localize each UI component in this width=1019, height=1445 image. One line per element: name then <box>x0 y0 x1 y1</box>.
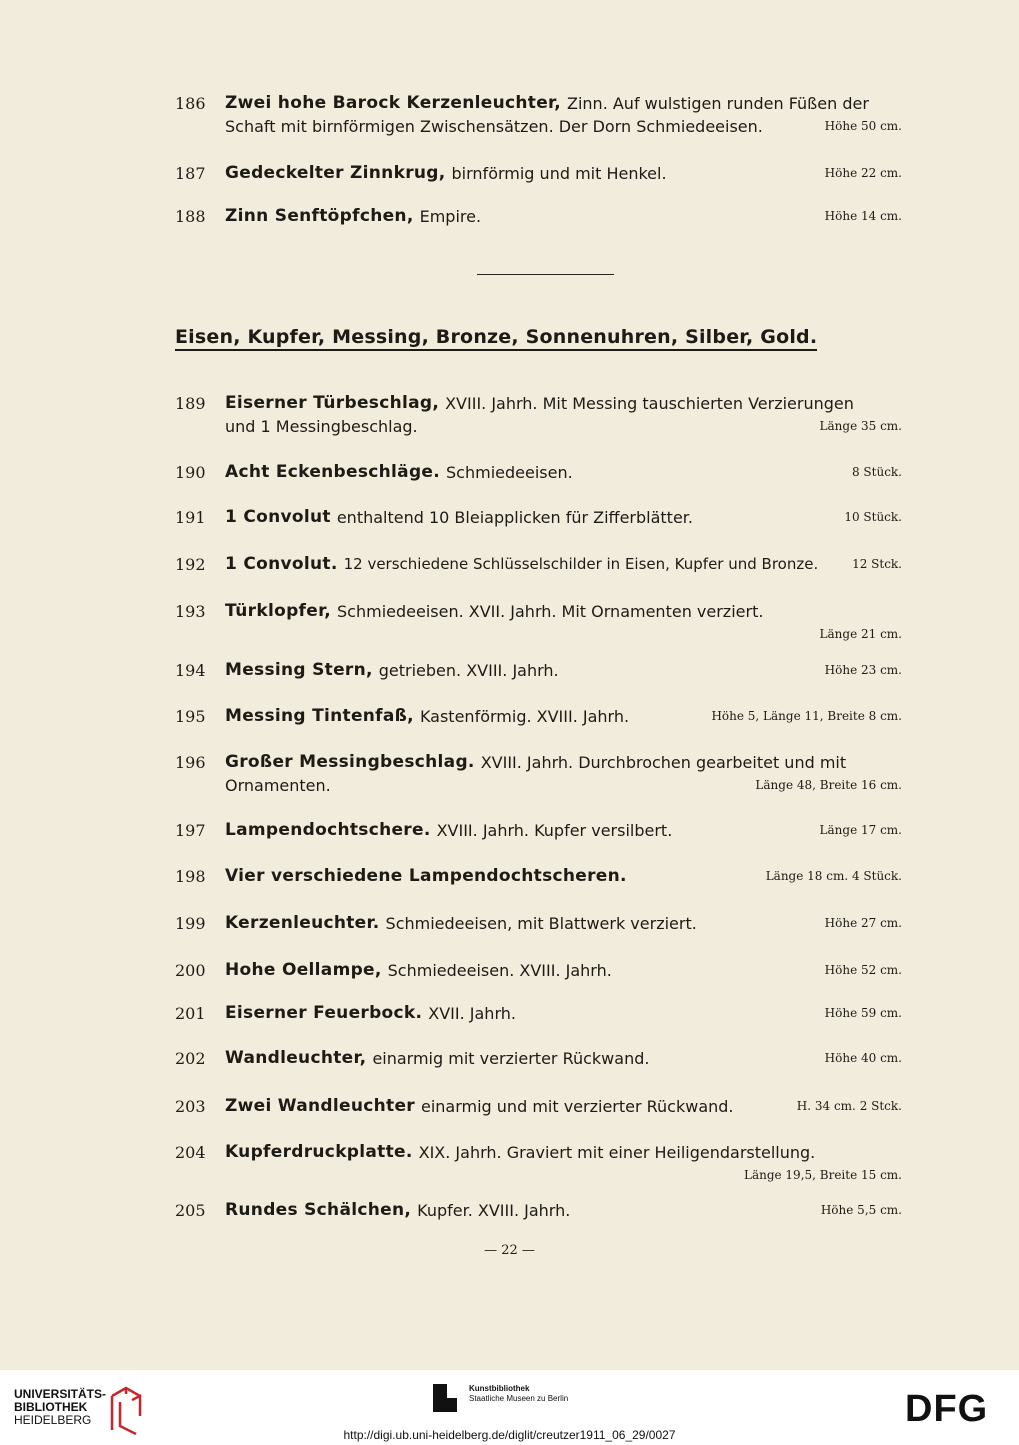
catalog-entry-187 <box>175 162 920 185</box>
entry-description <box>633 865 756 888</box>
catalog-entry-205 <box>175 1199 920 1222</box>
footer-bar <box>0 1370 1019 1445</box>
entry-measurement: Länge 48, Breite 16 cm. <box>755 778 902 792</box>
catalog-entry-202 <box>175 1047 920 1070</box>
entry-measurement: Höhe 22 cm. <box>824 166 902 180</box>
entry-measurement: Höhe 27 cm. <box>824 916 902 930</box>
entry-measurement: Länge 35 cm. <box>819 419 902 433</box>
entry-number: 201 <box>175 1004 206 1023</box>
entry-description: einarmig mit verzierter Rückwand. <box>372 1049 650 1068</box>
section-heading: Eisen, Kupfer, Messing, Bronze, Sonnenuhren, Silber, Gold. <box>175 326 817 351</box>
entry-description-cont: und 1 Messingbeschlag. <box>225 417 418 436</box>
entry-description: Schmiedeeisen. XVIII. Jahrh. <box>387 961 612 980</box>
entry-number: 187 <box>175 164 206 183</box>
entry-title: Zwei Wandleuchter <box>225 1096 415 1116</box>
entry-title: Eiserner Feuerbock. <box>225 1003 423 1023</box>
dfg-logo[interactable]: DFG <box>905 1388 989 1430</box>
entry-number: 186 <box>175 94 206 113</box>
catalog-entry-192 <box>175 553 920 576</box>
entry-title: Hohe Oellampe, <box>225 960 382 980</box>
entry-number: 203 <box>175 1097 206 1116</box>
entry-title: Türklopfer, <box>225 601 332 621</box>
catalog-entry-204 <box>175 1141 920 1187</box>
entry-title: Gedeckelter Zinnkrug, <box>225 163 446 183</box>
entry-number: 204 <box>175 1143 206 1162</box>
source-url-link[interactable]: http://digi.ub.uni-heidelberg.de/diglit/creutzer1911_06_29/0027 <box>343 1428 676 1442</box>
entry-number: 191 <box>175 508 206 527</box>
entry-title: Lampendochtschere. <box>225 820 431 840</box>
entry-measurement: Höhe 40 cm. <box>824 1051 902 1065</box>
catalog-entry-193 <box>175 600 920 646</box>
catalog-entry-201 <box>175 1002 920 1025</box>
catalog-entry-196 <box>175 751 920 797</box>
kb-line-1: Kunstbibliothek <box>469 1384 530 1393</box>
entry-description: Zinn. Auf wulstigen runden Füßen der <box>567 94 869 113</box>
entry-description-cont: Ornamenten. <box>225 776 331 795</box>
kb-line-2: Staatliche Museen zu Berlin <box>469 1394 569 1403</box>
entry-description: 12 verschiedene Schlüsselschilder in Eisen, Kupfer und Bronze. <box>343 555 819 573</box>
entry-number: 188 <box>175 207 206 226</box>
entry-number: 205 <box>175 1201 206 1220</box>
catalog-entry-200 <box>175 959 920 982</box>
kunstbibliothek-logo[interactable] <box>433 1384 568 1412</box>
catalog-entry-191 <box>175 506 920 529</box>
catalog-entry-203 <box>175 1095 920 1118</box>
catalog-entry-199 <box>175 912 920 935</box>
entry-measurement: Länge 18 cm. 4 Stück. <box>765 869 902 883</box>
entry-measurement: Höhe 14 cm. <box>824 209 902 223</box>
entry-measurement: Länge 21 cm. <box>819 627 902 641</box>
page-number: — 22 — <box>484 1243 535 1258</box>
ub-line-3: HEIDELBERG <box>14 1413 92 1427</box>
entry-measurement: 10 Stück. <box>844 510 902 524</box>
entry-number: 195 <box>175 707 206 726</box>
entry-description: XVIII. Jahrh. Durchbrochen gearbeitet und mit <box>480 753 847 772</box>
entry-description: Schmiedeeisen. <box>446 463 573 482</box>
entry-measurement: Länge 17 cm. <box>819 823 902 837</box>
entry-number: 189 <box>175 394 206 413</box>
entry-title: Kupferdruckplatte. <box>225 1142 413 1162</box>
entry-title: 1 Convolut. <box>225 554 338 574</box>
entry-measurement: Länge 19,5, Breite 15 cm. <box>743 1168 902 1182</box>
entry-title: Messing Stern, <box>225 660 373 680</box>
entry-number: 192 <box>175 555 206 574</box>
entry-number: 190 <box>175 463 206 482</box>
entry-measurement: Höhe 59 cm. <box>824 1006 902 1020</box>
entry-description: XIX. Jahrh. Graviert mit einer Heiligendarstellung. <box>418 1143 816 1162</box>
entry-number: 194 <box>175 661 206 680</box>
entry-description: getrieben. XVIII. Jahrh. <box>378 661 559 680</box>
section-divider <box>477 274 614 275</box>
entry-measurement: Höhe 52 cm. <box>824 963 902 977</box>
entry-description: Kupfer. XVIII. Jahrh. <box>417 1201 571 1220</box>
entry-title: Großer Messingbeschlag. <box>225 752 475 772</box>
entry-title: Eiserner Türbeschlag, <box>225 393 440 413</box>
entry-title: Zwei hohe Barock Kerzenleuchter, <box>225 93 561 113</box>
catalog-entry-198 <box>175 865 920 888</box>
entry-description: XVII. Jahrh. <box>428 1004 516 1023</box>
entry-title: Acht Eckenbeschläge. <box>225 462 441 482</box>
entry-description: einarmig und mit verzierter Rückwand. <box>420 1097 734 1116</box>
entry-description: XVIII. Jahrh. Kupfer versilbert. <box>436 821 673 840</box>
entry-description: Kastenförmig. XVIII. Jahrh. <box>419 707 630 726</box>
catalog-entry-194 <box>175 659 920 682</box>
entry-title: Vier verschiedene Lampendochtscheren. <box>225 866 627 886</box>
entry-description: birnförmig und mit Henkel. <box>451 164 667 183</box>
entry-number: 198 <box>175 867 206 886</box>
kunstbibliothek-text <box>469 1384 568 1404</box>
entry-measurement: 8 Stück. <box>851 465 902 479</box>
entry-description: enthaltend 10 Bleiapplicken für Zifferblätter. <box>336 508 693 527</box>
catalog-entry-188 <box>175 205 920 228</box>
entry-measurement: Höhe 5, Länge 11, Breite 8 cm. <box>711 709 902 723</box>
kunstbibliothek-icon <box>433 1384 463 1412</box>
university-library-text <box>14 1388 106 1427</box>
ub-line-1: UNIVERSITÄTS- <box>14 1387 107 1401</box>
entry-number: 199 <box>175 914 206 933</box>
entry-measurement: H. 34 cm. 2 Stck. <box>796 1099 902 1113</box>
entry-title: Zinn Senftöpfchen, <box>225 206 414 226</box>
entry-title: Kerzenleuchter. <box>225 913 380 933</box>
entry-description-cont: Schaft mit birnförmigen Zwischensätzen. Der Dorn Schmiedeeisen. <box>225 117 763 136</box>
entry-description: XVIII. Jahrh. Mit Messing tauschierten Verzierungen <box>445 394 854 413</box>
entry-measurement: Höhe 50 cm. <box>824 119 902 133</box>
ub-line-2: BIBLIOTHEK <box>14 1400 88 1414</box>
catalog-entry-195 <box>175 705 920 728</box>
entry-measurement: Höhe 5,5 cm. <box>820 1203 902 1217</box>
entry-title: Messing Tintenfaß, <box>225 706 414 726</box>
entry-number: 196 <box>175 753 206 772</box>
entry-measurement: 12 Stck. <box>852 557 902 571</box>
entry-number: 202 <box>175 1049 206 1068</box>
entry-measurement: Höhe 23 cm. <box>824 663 902 677</box>
catalog-entry-197 <box>175 819 920 842</box>
entry-description: Schmiedeeisen. XVII. Jahrh. Mit Ornamenten verziert. <box>337 602 764 621</box>
entry-title: Rundes Schälchen, <box>225 1200 412 1220</box>
catalog-entry-189 <box>175 392 920 438</box>
entry-number: 200 <box>175 961 206 980</box>
entry-description: Schmiedeeisen, mit Blattwerk verziert. <box>385 914 697 933</box>
entry-title: Wandleuchter, <box>225 1048 367 1068</box>
entry-title: 1 Convolut <box>225 507 331 527</box>
entry-number: 193 <box>175 602 206 621</box>
university-library-logo[interactable] <box>14 1388 106 1427</box>
entry-description: Empire. <box>419 207 482 226</box>
entry-number: 197 <box>175 821 206 840</box>
catalog-entry-190 <box>175 461 920 484</box>
catalog-entry-186 <box>175 92 920 138</box>
